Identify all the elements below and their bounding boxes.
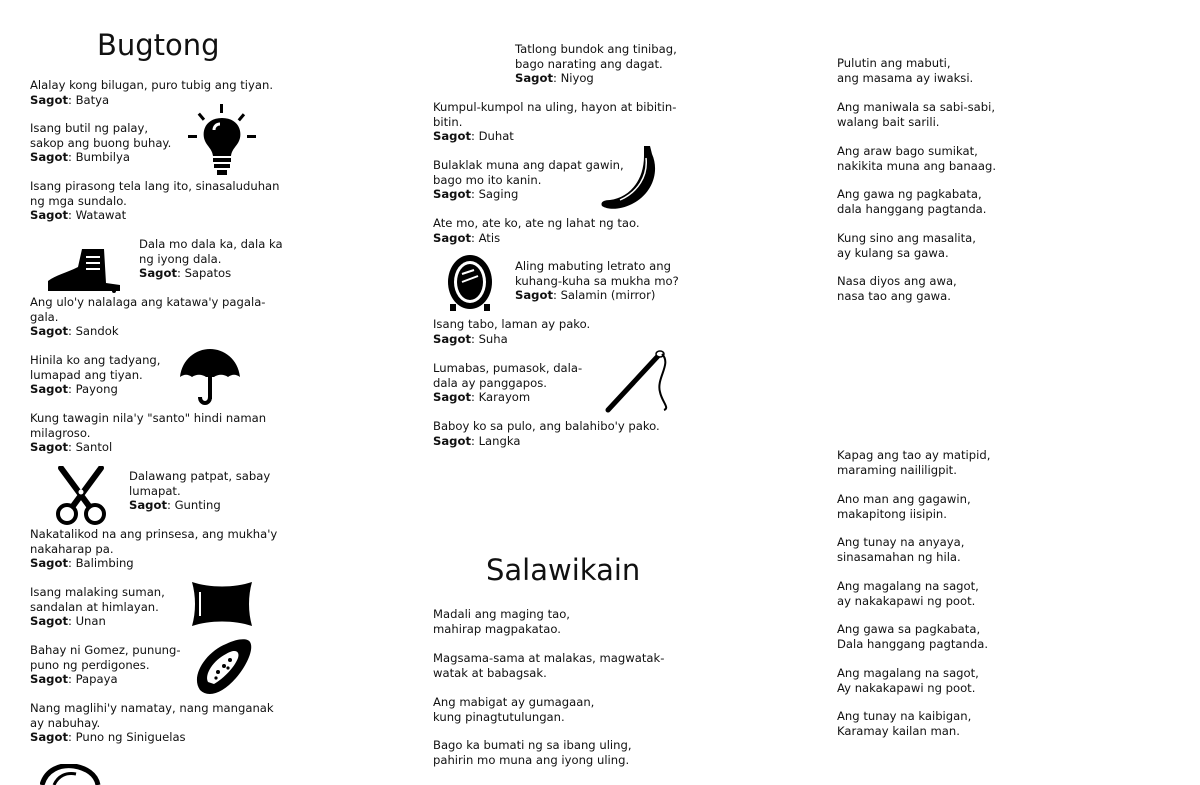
riddle-line: Tatlong bundok ang tinibag, — [515, 42, 677, 56]
proverb-line: Ang magalang na sagot, — [837, 579, 979, 593]
bugtong-title: Bugtong — [97, 28, 220, 62]
riddle-line: dala ay panggapos. — [433, 375, 547, 390]
riddle-item — [139, 237, 283, 281]
riddle-line: Dala mo dala ka, dala ka — [139, 237, 283, 251]
riddle-item — [30, 701, 274, 745]
riddle-item — [30, 643, 181, 687]
proverb-line: Ang magalang na sagot, — [837, 666, 979, 680]
riddle-line: ng mga sundalo. — [30, 193, 127, 208]
answer-value: : Karayom — [470, 390, 531, 405]
proverb-line: nakikita muna ang banaag. — [837, 158, 997, 173]
answer-label: Sagot — [433, 230, 471, 245]
proverb-line: Ang mabigat ay gumagaan, — [433, 695, 595, 709]
riddle-item — [129, 469, 270, 513]
proverb-item — [837, 622, 988, 651]
riddle-item — [30, 121, 171, 165]
proverb-item — [837, 535, 964, 564]
proverb-line: Ang tunay na anyaya, — [837, 535, 965, 549]
proverb-line: Ang araw bago sumikat, — [837, 144, 978, 158]
scissors-icon — [55, 466, 107, 526]
proverb-line: pahirin mo muna ang iyong uling. — [433, 752, 630, 767]
riddle-line: Hinila ko ang tadyang, — [30, 353, 161, 367]
proverb-line: ang masama ay iwaksi. — [837, 70, 974, 85]
answer-value: : Batya — [67, 92, 110, 107]
proverb-line: makapitong iisipin. — [837, 506, 947, 521]
riddle-item — [30, 585, 165, 629]
proverb-line: ay nakakapawi ng poot. — [837, 593, 976, 608]
salawikain-title: Salawikain — [486, 553, 641, 587]
answer-label: Sagot — [30, 556, 68, 571]
riddle-answer — [30, 150, 171, 165]
riddle-line: Isang pirasong tela lang ito, sinasaluduhan — [30, 179, 280, 193]
answer-value: : Balimbing — [67, 556, 134, 571]
answer-value: : Salamin (mirror) — [552, 288, 656, 303]
riddle-line: Kumpul-kumpol na uling, hayon at bibitin- — [433, 100, 677, 114]
proverb-line: Ang gawa sa pagkabata, — [837, 622, 981, 636]
answer-value: : Unan — [67, 614, 106, 629]
riddle-answer — [30, 382, 160, 397]
riddle-line: Kung tawagin nila'y "santo" hindi naman — [30, 411, 267, 425]
riddle-line: puno ng perdigones. — [30, 657, 150, 672]
riddle-line: milagroso. — [30, 425, 91, 440]
riddle-line: gala. — [30, 309, 59, 324]
riddle-item — [433, 216, 640, 245]
riddle-line: nakaharap pa. — [30, 541, 114, 556]
proverb-line: Madali ang maging tao, — [433, 607, 570, 621]
lightbulb-icon — [186, 104, 258, 178]
proverb-line: Pulutin ang mabuti, — [837, 56, 951, 70]
answer-label: Sagot — [30, 614, 68, 629]
riddle-line: Nakatalikod na ang prinsesa, ang mukha'y — [30, 527, 278, 541]
proverb-item — [837, 448, 990, 477]
riddle-item — [433, 361, 582, 405]
proverb-line: Ang gawa ng pagkabata, — [837, 187, 982, 201]
answer-label: Sagot — [515, 288, 553, 303]
riddle-line: Ang ulo'y nalalaga ang katawa'y pagala- — [30, 295, 266, 309]
riddle-answer — [515, 288, 679, 303]
answer-value: : Papaya — [67, 672, 118, 687]
mirror-icon — [444, 252, 496, 312]
riddle-answer — [30, 440, 266, 455]
riddle-answer — [30, 730, 274, 745]
answer-value: : Sapatos — [176, 266, 232, 281]
sneaker-icon — [46, 247, 122, 293]
riddle-line: Alalay kong bilugan, puro tubig ang tiyan. — [30, 78, 274, 92]
riddle-item — [433, 158, 624, 202]
answer-label: Sagot — [30, 382, 68, 397]
proverb-line: watak at babagsak. — [433, 665, 547, 680]
riddle-line: sandalan at himlayan. — [30, 599, 159, 614]
needle-icon — [604, 348, 670, 414]
answer-value: : Atis — [470, 230, 501, 245]
answer-value: : Santol — [67, 440, 113, 455]
answer-label: Sagot — [30, 92, 68, 107]
riddle-line: Ate mo, ate ko, ate ng lahat ng tao. — [433, 216, 640, 230]
answer-label: Sagot — [433, 187, 471, 202]
riddle-item — [30, 78, 273, 107]
proverb-item — [837, 187, 986, 216]
answer-label: Sagot — [129, 498, 167, 513]
proverb-item — [837, 56, 973, 85]
riddle-line: Aling mabuting letrato ang — [515, 259, 671, 273]
riddle-answer — [30, 208, 280, 223]
riddle-line: bago mo ito kanin. — [433, 172, 542, 187]
answer-label: Sagot — [30, 208, 68, 223]
proverb-line: Ang tunay na kaibigan, — [837, 709, 972, 723]
proverb-item — [837, 144, 996, 173]
riddle-answer — [139, 266, 283, 281]
answer-value: : Puno ng Siniguelas — [67, 730, 186, 745]
riddle-answer — [433, 434, 660, 449]
papaya-icon — [192, 636, 254, 698]
proverb-line: Ano man ang gagawin, — [837, 492, 971, 506]
proverb-line: Kapag ang tao ay matipid, — [837, 448, 991, 462]
riddle-answer — [30, 324, 266, 339]
answer-label: Sagot — [433, 433, 471, 448]
riddle-line: Dalawang patpat, sabay — [129, 469, 271, 483]
answer-value: : Watawat — [67, 208, 127, 223]
proverb-line: dala hanggang pagtanda. — [837, 201, 987, 216]
riddle-answer — [433, 231, 640, 246]
riddle-line: bago narating ang dagat. — [515, 56, 663, 71]
answer-value: : Sandok — [67, 324, 119, 339]
coconut-icon — [40, 764, 102, 785]
answer-label: Sagot — [433, 390, 471, 405]
proverb-line: mahirap magpakatao. — [433, 621, 561, 636]
riddle-line: Baboy ko sa pulo, ang balahibo'y pako. — [433, 419, 660, 433]
riddle-answer — [30, 614, 165, 629]
riddle-answer — [433, 390, 582, 405]
answer-value: : Bumbilya — [67, 150, 130, 165]
answer-value: : Duhat — [470, 129, 514, 144]
proverb-item — [837, 231, 976, 260]
riddle-item — [30, 411, 266, 455]
riddle-line: Nang maglihi'y namatay, nang manganak — [30, 701, 274, 715]
riddle-answer — [433, 332, 590, 347]
riddle-answer — [129, 498, 270, 513]
proverb-line: Magsama-sama at malakas, magwatak- — [433, 651, 665, 665]
proverb-item — [837, 709, 971, 738]
proverb-line: walang bait sarili. — [837, 114, 940, 129]
answer-value: : Langka — [470, 433, 521, 448]
banana-icon — [598, 144, 660, 212]
riddle-item — [30, 527, 277, 571]
answer-label: Sagot — [433, 129, 471, 144]
riddle-item — [433, 100, 676, 144]
riddle-item — [30, 353, 160, 397]
proverb-item — [837, 274, 957, 303]
riddle-line: Bulaklak muna ang dapat gawin, — [433, 158, 624, 172]
riddle-line: ng iyong dala. — [139, 251, 222, 266]
answer-label: Sagot — [30, 672, 68, 687]
answer-value: : Niyog — [552, 71, 594, 86]
riddle-line: Bahay ni Gomez, punung- — [30, 643, 181, 657]
riddle-line: bitin. — [433, 114, 463, 129]
proverb-line: Nasa diyos ang awa, — [837, 274, 957, 288]
proverb-item — [433, 651, 664, 680]
riddle-line: Lumabas, pumasok, dala- — [433, 361, 583, 375]
answer-label: Sagot — [30, 324, 68, 339]
riddle-line: Isang malaking suman, — [30, 585, 165, 599]
riddle-item — [30, 295, 266, 339]
pillow-icon — [188, 578, 256, 630]
answer-label: Sagot — [139, 266, 177, 281]
riddle-line: Isang butil ng palay, — [30, 121, 149, 135]
proverb-item — [433, 607, 570, 636]
proverb-item — [837, 492, 971, 521]
riddle-item — [30, 179, 280, 223]
proverb-line: Karamay kailan man. — [837, 723, 960, 738]
proverb-item — [433, 695, 594, 724]
proverb-line: Dala hanggang pagtanda. — [837, 636, 989, 651]
riddle-line: Isang tabo, laman ay pako. — [433, 317, 591, 331]
answer-label: Sagot — [30, 730, 68, 745]
riddle-line: lumapat. — [129, 483, 181, 498]
umbrella-icon — [178, 347, 242, 407]
proverb-line: sinasamahan ng hila. — [837, 549, 961, 564]
riddle-answer — [30, 556, 277, 571]
riddle-answer — [433, 187, 624, 202]
riddle-answer — [515, 71, 677, 86]
proverb-line: Kung sino ang masalita, — [837, 231, 976, 245]
riddle-line: lumapad ang tiyan. — [30, 367, 143, 382]
proverb-line: Ang maniwala sa sabi-sabi, — [837, 100, 996, 114]
answer-label: Sagot — [30, 150, 68, 165]
riddle-answer — [30, 672, 181, 687]
proverb-item — [837, 100, 995, 129]
proverb-line: Ay nakakapawi ng poot. — [837, 680, 976, 695]
answer-label: Sagot — [30, 440, 68, 455]
riddle-item — [515, 259, 679, 303]
proverb-item — [433, 738, 632, 767]
answer-value: : Gunting — [166, 498, 221, 513]
proverb-item — [837, 579, 979, 608]
riddle-answer — [433, 129, 676, 144]
answer-value: : Saging — [470, 187, 519, 202]
proverb-line: maraming naililigpit. — [837, 462, 957, 477]
riddle-line: kuhang-kuha sa mukha mo? — [515, 273, 679, 288]
riddle-item — [515, 42, 677, 86]
riddle-line: sakop ang buong buhay. — [30, 135, 172, 150]
answer-value: : Payong — [67, 382, 118, 397]
proverb-line: nasa tao ang gawa. — [837, 288, 951, 303]
proverb-line: ay kulang sa gawa. — [837, 245, 949, 260]
riddle-item — [433, 317, 590, 346]
answer-label: Sagot — [433, 331, 471, 346]
answer-value: : Suha — [470, 331, 508, 346]
answer-label: Sagot — [515, 71, 553, 86]
riddle-line: ay nabuhay. — [30, 715, 101, 730]
proverb-line: Bago ka bumati ng sa ibang uling, — [433, 738, 632, 752]
proverb-line: kung pinagtutulungan. — [433, 709, 565, 724]
proverb-item — [837, 666, 979, 695]
riddle-item — [433, 419, 660, 448]
